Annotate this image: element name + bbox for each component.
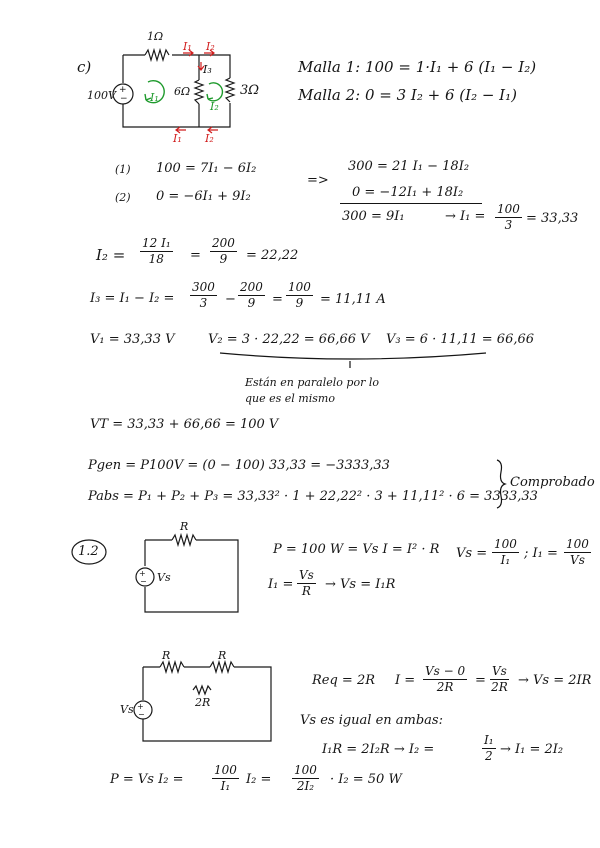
vt-line: VT = 33,33 + 66,66 = 100 V xyxy=(90,417,279,432)
sys-sum: 300 = 9I₁ xyxy=(342,209,405,224)
r-inner-label: 2R xyxy=(195,696,211,709)
i2-bottom-label: I₂ xyxy=(205,132,214,145)
svg-text:−: − xyxy=(120,94,128,104)
i3-fraction-c: $\frac{100}{9}$ xyxy=(288,280,311,310)
i3-lhs: I₃ = I₁ − I₂ = xyxy=(90,291,175,306)
eq2-tag: (2) xyxy=(115,191,131,204)
v2-line: V₂ = 3 · 22,22 = 66,66 V xyxy=(208,332,370,347)
i3-minus: − xyxy=(225,292,236,307)
note-line-1: Están en paralelo por lo xyxy=(245,376,379,389)
i1b-fraction: $\frac{Vs}{R}$ xyxy=(299,568,314,598)
comprobado-note: Comprobado xyxy=(510,475,595,490)
vs2-label: Vs xyxy=(120,703,134,716)
eq2: 0 = −6I₁ + 9I₂ xyxy=(156,189,251,204)
r-label: R xyxy=(180,520,189,533)
i-fraction-1: $\frac{Vs - 0}{2R}$ xyxy=(425,664,466,694)
i2-lhs: I₂ = xyxy=(96,246,126,264)
i3-label: I₃ xyxy=(203,63,212,76)
i1-top-label: I₁ xyxy=(183,40,192,53)
pf-fraction-1: $\frac{100}{\text{I₁}}$ xyxy=(214,763,237,793)
vs-label: Vs xyxy=(157,571,171,584)
sys-eq2: 0 = −12I₁ + 18I₂ xyxy=(352,185,464,200)
v3-line: V₃ = 6 · 11,11 = 66,66 xyxy=(386,332,535,347)
pf-mid: I₂ = xyxy=(246,772,272,787)
i-fraction-2: $\frac{Vs}{2R}$ xyxy=(491,664,508,694)
req-line: Req = 2R xyxy=(312,673,376,688)
i1-prefix: → I₁ = xyxy=(445,209,486,224)
ir-fraction: $\frac{\text{I₁}}{2}$ xyxy=(484,733,494,763)
i1-fraction-12: $\frac{100}{Vs}$ xyxy=(566,537,589,567)
ir-rhs: → I₁ = 2I₂ xyxy=(500,742,564,757)
svg-text:+: + xyxy=(137,702,144,711)
i1b-rhs: → Vs = I₁R xyxy=(325,577,396,592)
ir-line: I₁R = 2I₂R → I₂ = xyxy=(322,742,435,757)
r-top-label: 1Ω xyxy=(147,30,164,43)
eq1-tag: (1) xyxy=(115,163,131,176)
i3-fraction-a: $\frac{300}{3}$ xyxy=(192,280,215,310)
i-rhs: → Vs = 2IR xyxy=(518,673,592,688)
resistor-r xyxy=(172,535,196,545)
i2-fraction-2: $\frac{200}{9}$ xyxy=(212,236,235,266)
resistor-r2 xyxy=(210,662,234,672)
i3-value: = 11,11 A xyxy=(320,292,386,307)
i3-fraction-b: $\frac{200}{9}$ xyxy=(240,280,263,310)
svg-text:+: + xyxy=(119,85,127,95)
i1b-lhs: I₁ = xyxy=(268,577,294,592)
resistor-2r xyxy=(193,686,211,694)
part-12-label: 1.2 xyxy=(78,544,99,559)
i1-lhs: ; I₁ = xyxy=(524,546,558,561)
svg-text:+: + xyxy=(139,569,146,578)
i-lhs: I = xyxy=(395,673,416,688)
svg-text:−: − xyxy=(140,577,147,586)
i2-top-label: I₂ xyxy=(206,40,215,53)
v1-line: V₁ = 33,33 V xyxy=(90,332,175,347)
i2-fraction-1: $\frac{\text{12 I₁}}{18}$ xyxy=(142,236,171,266)
svg-text:−: − xyxy=(138,710,145,719)
note-line-2: que es el mismo xyxy=(245,392,335,405)
malla1-equation: Malla 1: 100 = 1·I₁ + 6 (I₁ − I₂) xyxy=(298,58,537,76)
i1-fraction: $\frac{100}{3}$ xyxy=(497,202,520,232)
pf-rhs: · I₂ = 50 W xyxy=(330,772,402,787)
loop1-label: I₁ xyxy=(150,91,159,104)
i2-value: = 22,22 xyxy=(246,248,299,263)
r2-label: R xyxy=(218,649,227,662)
i-eq: = xyxy=(475,673,486,688)
malla2-equation: Malla 2: 0 = 3 I₂ + 6 (I₂ − I₁) xyxy=(298,86,517,104)
vs-fraction: $\frac{100}{\text{I₁}}$ xyxy=(494,537,517,567)
i1-bottom-label: I₁ xyxy=(173,132,182,145)
r-right-label: 3Ω xyxy=(240,83,260,98)
loop2-label: I₂ xyxy=(210,100,219,113)
vs-same-note: Vs es igual en ambas: xyxy=(300,713,443,728)
part-c-label: c) xyxy=(77,58,92,76)
eq1: 100 = 7I₁ − 6I₂ xyxy=(156,161,257,176)
r-mid-label: 6Ω xyxy=(174,85,191,98)
pgen-line: Pgen = P100V = (0 − 100) 33,33 = −3333,33 xyxy=(88,458,390,473)
i3-eq: = xyxy=(272,292,283,307)
power-line: P = 100 W = Vs I = I² · R xyxy=(273,542,440,557)
source-label: 100V xyxy=(87,89,116,102)
pf-fraction-2: $\frac{100}{\text{2I₂}}$ xyxy=(294,763,317,793)
sys-eq1: 300 = 21 I₁ − 18I₂ xyxy=(348,159,470,174)
r1-label: R xyxy=(162,649,171,662)
p-final-lhs: P = Vs I₂ = xyxy=(110,772,184,787)
vs-lhs: Vs = xyxy=(456,546,488,561)
i2-eq: = xyxy=(190,248,201,263)
resistor-r1 xyxy=(160,662,184,672)
implies-arrow: => xyxy=(307,173,329,188)
i1-value: = 33,33 xyxy=(526,211,579,226)
pabs-line: Pabs = P₁ + P₂ + P₃ = 33,33² · 1 + 22,22² · 3 + 11,11² · 6 = 3333,33 xyxy=(88,489,538,504)
